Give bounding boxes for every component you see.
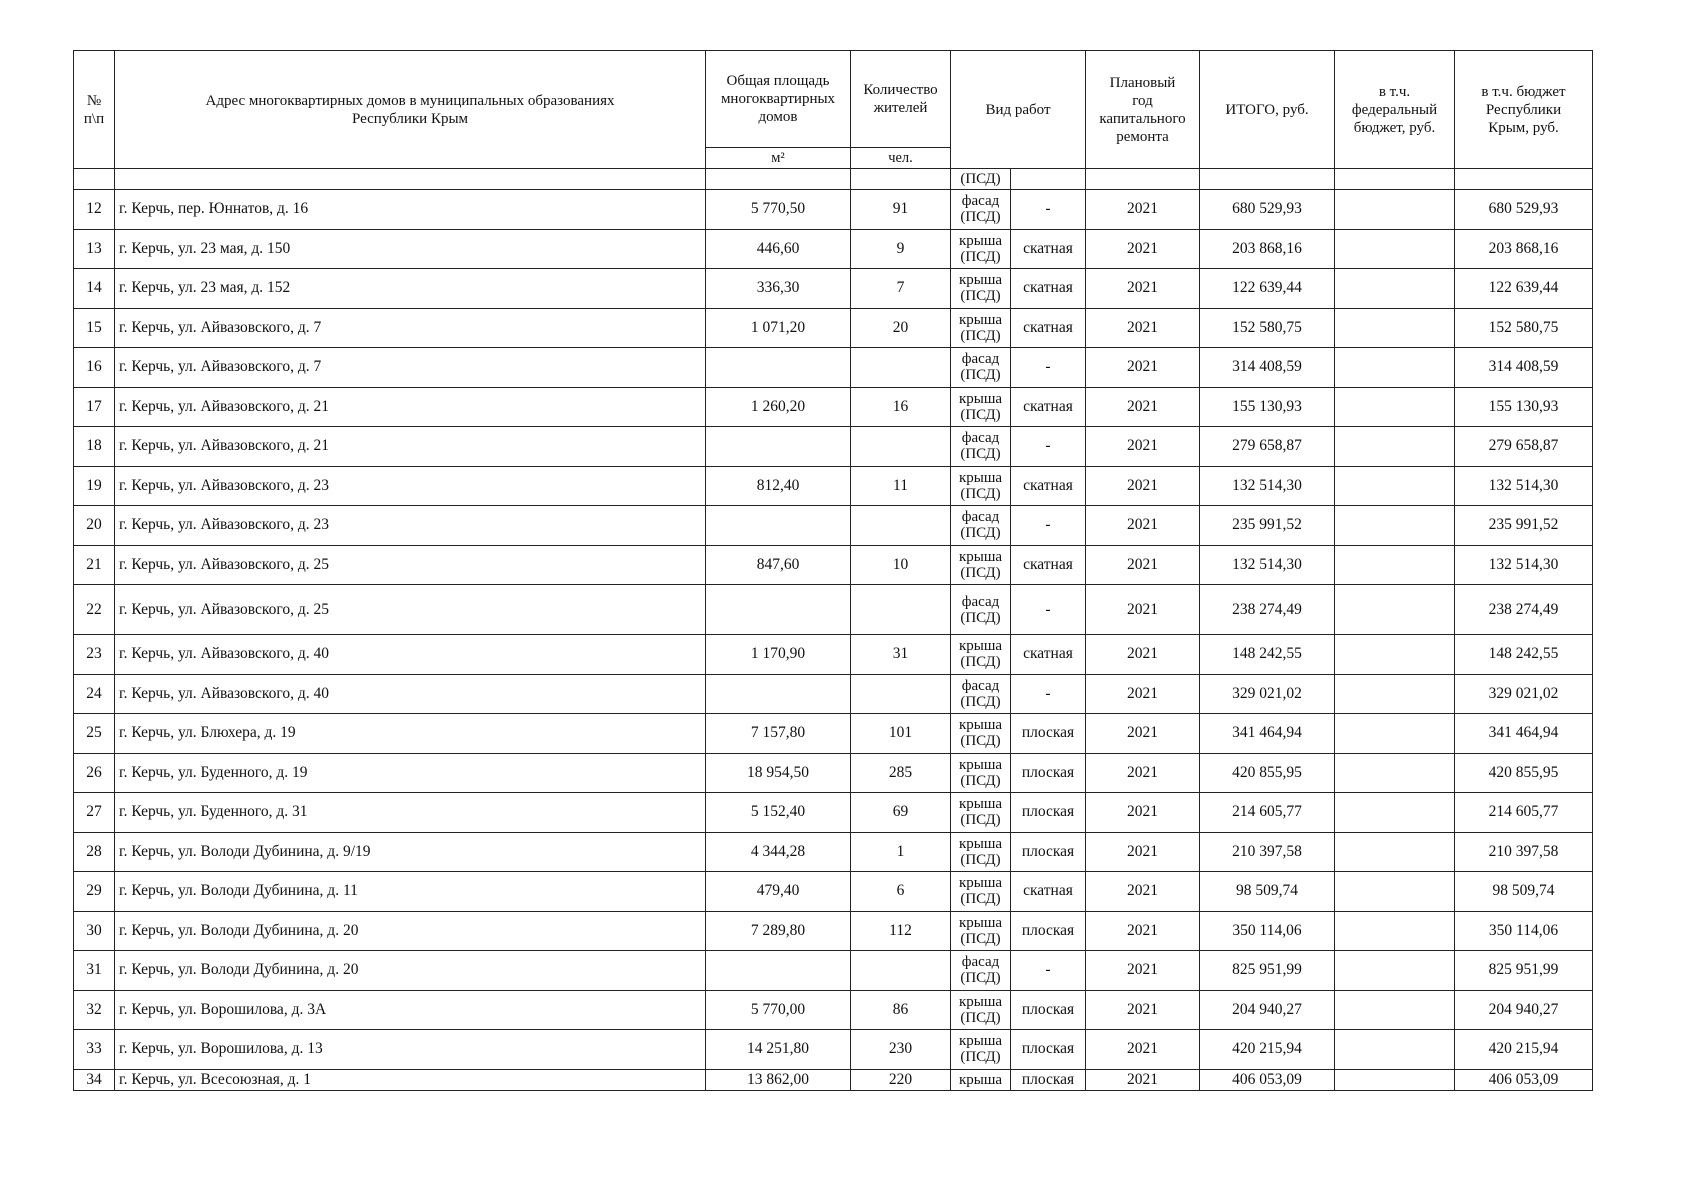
row-num: 12 bbox=[74, 190, 115, 230]
row-residents: 31 bbox=[851, 635, 951, 675]
row-num: 32 bbox=[74, 990, 115, 1030]
row-roof-type: плоская bbox=[1011, 990, 1086, 1030]
header-num: № п\п bbox=[74, 51, 115, 169]
row-total: 132 514,30 bbox=[1200, 466, 1335, 506]
row-year: 2021 bbox=[1086, 229, 1200, 269]
row-address: г. Керчь, ул. Айвазовского, д. 25 bbox=[115, 545, 706, 585]
row-crimea: 210 397,58 bbox=[1455, 832, 1593, 872]
table-row bbox=[74, 714, 1593, 754]
row-num: 33 bbox=[74, 1030, 115, 1070]
row-crimea: 132 514,30 bbox=[1455, 466, 1593, 506]
row-crimea: 329 021,02 bbox=[1455, 674, 1593, 714]
row-crimea: 406 053,09 bbox=[1455, 1069, 1593, 1090]
row-federal bbox=[1335, 714, 1455, 754]
row-area: 13 862,00 bbox=[706, 1069, 851, 1090]
row-roof-type: скатная bbox=[1011, 269, 1086, 309]
row-area: 4 344,28 bbox=[706, 832, 851, 872]
row-federal bbox=[1335, 832, 1455, 872]
row-work-type: фасад (ПСД) bbox=[951, 951, 1011, 991]
row-area: 5 770,50 bbox=[706, 190, 851, 230]
row-work-type: фасад (ПСД) bbox=[951, 674, 1011, 714]
row-federal bbox=[1335, 1069, 1455, 1090]
row-roof-type: скатная bbox=[1011, 635, 1086, 675]
row-work-type: крыша (ПСД) bbox=[951, 714, 1011, 754]
header-crimea: в т.ч. бюджет Республики Крым, руб. bbox=[1455, 51, 1593, 169]
row-area: 14 251,80 bbox=[706, 1030, 851, 1070]
row-address: г. Керчь, ул. Айвазовского, д. 23 bbox=[115, 506, 706, 546]
row-total: 420 855,95 bbox=[1200, 753, 1335, 793]
row-area: 18 954,50 bbox=[706, 753, 851, 793]
row-address: г. Керчь, пер. Юннатов, д. 16 bbox=[115, 190, 706, 230]
row-federal bbox=[1335, 427, 1455, 467]
row-crimea: 214 605,77 bbox=[1455, 793, 1593, 833]
row-total: 210 397,58 bbox=[1200, 832, 1335, 872]
row-total: 214 605,77 bbox=[1200, 793, 1335, 833]
table-row bbox=[74, 635, 1593, 675]
table-row bbox=[74, 387, 1593, 427]
row-work-type: крыша (ПСД) bbox=[951, 545, 1011, 585]
row-work-type: крыша (ПСД) bbox=[951, 753, 1011, 793]
row-work-type: крыша (ПСД) bbox=[951, 466, 1011, 506]
row-work-type: крыша (ПСД) bbox=[951, 1030, 1011, 1070]
row-total: 132 514,30 bbox=[1200, 545, 1335, 585]
row-federal bbox=[1335, 190, 1455, 230]
row-roof-type: - bbox=[1011, 951, 1086, 991]
row-federal bbox=[1335, 674, 1455, 714]
row-area: 7 157,80 bbox=[706, 714, 851, 754]
row-federal bbox=[1335, 1030, 1455, 1070]
row-crimea: 314 408,59 bbox=[1455, 348, 1593, 388]
table-row bbox=[74, 545, 1593, 585]
row-area: 5 770,00 bbox=[706, 990, 851, 1030]
row-total: 235 991,52 bbox=[1200, 506, 1335, 546]
row-area: 1 260,20 bbox=[706, 387, 851, 427]
row-federal bbox=[1335, 466, 1455, 506]
row-total: 155 130,93 bbox=[1200, 387, 1335, 427]
row-total: 341 464,94 bbox=[1200, 714, 1335, 754]
row-federal bbox=[1335, 872, 1455, 912]
row-residents: 20 bbox=[851, 308, 951, 348]
row-area: 5 152,40 bbox=[706, 793, 851, 833]
row-residents: 101 bbox=[851, 714, 951, 754]
row-num: 21 bbox=[74, 545, 115, 585]
unit-area: м² bbox=[706, 148, 851, 169]
row-total: 329 021,02 bbox=[1200, 674, 1335, 714]
row-roof-type: - bbox=[1011, 427, 1086, 467]
row-residents: 9 bbox=[851, 229, 951, 269]
row-area: 479,40 bbox=[706, 872, 851, 912]
row-crimea: 122 639,44 bbox=[1455, 269, 1593, 309]
row-year: 2021 bbox=[1086, 872, 1200, 912]
header-federal: в т.ч. федеральный бюджет, руб. bbox=[1335, 51, 1455, 169]
row-year: 2021 bbox=[1086, 545, 1200, 585]
row-crimea: 825 951,99 bbox=[1455, 951, 1593, 991]
row-federal bbox=[1335, 793, 1455, 833]
row-crimea: 350 114,06 bbox=[1455, 911, 1593, 951]
row-address: г. Керчь, ул. Айвазовского, д. 21 bbox=[115, 427, 706, 467]
row-year: 2021 bbox=[1086, 308, 1200, 348]
row-residents: 91 bbox=[851, 190, 951, 230]
header-area: Общая площадь многоквартирных домов bbox=[706, 51, 851, 148]
table-row bbox=[74, 872, 1593, 912]
row-roof-type: - bbox=[1011, 674, 1086, 714]
row-address: г. Керчь, ул. Айвазовского, д. 7 bbox=[115, 308, 706, 348]
row-year: 2021 bbox=[1086, 1030, 1200, 1070]
row-num: 24 bbox=[74, 674, 115, 714]
row-residents bbox=[851, 506, 951, 546]
row-address: г. Керчь, ул. Блюхера, д. 19 bbox=[115, 714, 706, 754]
row-year: 2021 bbox=[1086, 506, 1200, 546]
row-roof-type: - bbox=[1011, 190, 1086, 230]
row-num: 30 bbox=[74, 911, 115, 951]
header-total: ИТОГО, руб. bbox=[1200, 51, 1335, 169]
row-roof-type: скатная bbox=[1011, 466, 1086, 506]
row-residents bbox=[851, 674, 951, 714]
row-year: 2021 bbox=[1086, 427, 1200, 467]
row-work-type: фасад (ПСД) bbox=[951, 348, 1011, 388]
row-total: 122 639,44 bbox=[1200, 269, 1335, 309]
row-area bbox=[706, 951, 851, 991]
row-num: 23 bbox=[74, 635, 115, 675]
row-work-type: фасад (ПСД) bbox=[951, 427, 1011, 467]
table-row bbox=[74, 348, 1593, 388]
row-residents: 69 bbox=[851, 793, 951, 833]
table-row bbox=[74, 951, 1593, 991]
table-row bbox=[74, 911, 1593, 951]
table-row bbox=[74, 269, 1593, 309]
header-work: Вид работ bbox=[951, 51, 1086, 169]
row-crimea: 132 514,30 bbox=[1455, 545, 1593, 585]
table-row bbox=[74, 190, 1593, 230]
row-address: г. Керчь, ул. Айвазовского, д. 40 bbox=[115, 674, 706, 714]
row-residents bbox=[851, 951, 951, 991]
row-crimea: 680 529,93 bbox=[1455, 190, 1593, 230]
row-residents: 11 bbox=[851, 466, 951, 506]
row-roof-type: плоская bbox=[1011, 714, 1086, 754]
row-total: 406 053,09 bbox=[1200, 1069, 1335, 1090]
row-total: 825 951,99 bbox=[1200, 951, 1335, 991]
row-address: г. Керчь, ул. Айвазовского, д. 25 bbox=[115, 585, 706, 635]
row-residents bbox=[851, 427, 951, 467]
row-address: г. Керчь, ул. Айвазовского, д. 7 bbox=[115, 348, 706, 388]
row-area bbox=[706, 674, 851, 714]
row-federal bbox=[1335, 269, 1455, 309]
table-row bbox=[74, 585, 1593, 635]
row-crimea: 203 868,16 bbox=[1455, 229, 1593, 269]
row-area bbox=[706, 348, 851, 388]
row-area: 336,30 bbox=[706, 269, 851, 309]
row-roof-type: - bbox=[1011, 585, 1086, 635]
row-work-type: крыша (ПСД) bbox=[951, 793, 1011, 833]
row-num: 15 bbox=[74, 308, 115, 348]
row-federal bbox=[1335, 308, 1455, 348]
row-num: 28 bbox=[74, 832, 115, 872]
row-roof-type: скатная bbox=[1011, 229, 1086, 269]
row-work-type: фасад (ПСД) bbox=[951, 506, 1011, 546]
row-crimea: 98 509,74 bbox=[1455, 872, 1593, 912]
header-residents: Количество жителей bbox=[851, 51, 951, 148]
table-row bbox=[74, 229, 1593, 269]
row-total: 238 274,49 bbox=[1200, 585, 1335, 635]
row-crimea: 235 991,52 bbox=[1455, 506, 1593, 546]
row-address: г. Керчь, ул. Буденного, д. 19 bbox=[115, 753, 706, 793]
row-year: 2021 bbox=[1086, 1069, 1200, 1090]
row-work-type: крыша (ПСД) bbox=[951, 308, 1011, 348]
table-row bbox=[74, 1069, 1593, 1090]
continuation-work-type: (ПСД) bbox=[951, 169, 1011, 190]
row-num: 19 bbox=[74, 466, 115, 506]
table-row bbox=[74, 308, 1593, 348]
table-body bbox=[74, 169, 1593, 1091]
row-roof-type: - bbox=[1011, 348, 1086, 388]
row-address: г. Керчь, ул. Айвазовского, д. 21 bbox=[115, 387, 706, 427]
table-row bbox=[74, 1030, 1593, 1070]
row-roof-type: скатная bbox=[1011, 545, 1086, 585]
row-residents: 6 bbox=[851, 872, 951, 912]
row-residents: 112 bbox=[851, 911, 951, 951]
row-area: 1 170,90 bbox=[706, 635, 851, 675]
row-num: 31 bbox=[74, 951, 115, 991]
row-year: 2021 bbox=[1086, 635, 1200, 675]
row-address: г. Керчь, ул. Володи Дубинина, д. 20 bbox=[115, 951, 706, 991]
row-crimea: 155 130,93 bbox=[1455, 387, 1593, 427]
row-residents bbox=[851, 585, 951, 635]
row-total: 420 215,94 bbox=[1200, 1030, 1335, 1070]
row-address: г. Керчь, ул. Ворошилова, д. 13 bbox=[115, 1030, 706, 1070]
row-area: 7 289,80 bbox=[706, 911, 851, 951]
row-address: г. Керчь, ул. 23 мая, д. 152 bbox=[115, 269, 706, 309]
row-year: 2021 bbox=[1086, 832, 1200, 872]
table-row bbox=[74, 793, 1593, 833]
row-year: 2021 bbox=[1086, 674, 1200, 714]
row-crimea: 341 464,94 bbox=[1455, 714, 1593, 754]
table-row bbox=[74, 753, 1593, 793]
row-area: 446,60 bbox=[706, 229, 851, 269]
row-federal bbox=[1335, 585, 1455, 635]
row-crimea: 279 658,87 bbox=[1455, 427, 1593, 467]
row-num: 14 bbox=[74, 269, 115, 309]
row-address: г. Керчь, ул. Всесоюзная, д. 1 bbox=[115, 1069, 706, 1090]
row-num: 27 bbox=[74, 793, 115, 833]
row-roof-type: плоская bbox=[1011, 832, 1086, 872]
row-federal bbox=[1335, 387, 1455, 427]
row-crimea: 420 215,94 bbox=[1455, 1030, 1593, 1070]
row-year: 2021 bbox=[1086, 911, 1200, 951]
row-total: 314 408,59 bbox=[1200, 348, 1335, 388]
row-total: 152 580,75 bbox=[1200, 308, 1335, 348]
row-federal bbox=[1335, 635, 1455, 675]
row-year: 2021 bbox=[1086, 466, 1200, 506]
row-work-type: крыша bbox=[951, 1069, 1011, 1090]
unit-residents: чел. bbox=[851, 148, 951, 169]
row-total: 279 658,87 bbox=[1200, 427, 1335, 467]
row-num: 34 bbox=[74, 1069, 115, 1090]
row-roof-type: плоская bbox=[1011, 1069, 1086, 1090]
row-work-type: фасад (ПСД) bbox=[951, 190, 1011, 230]
row-total: 98 509,74 bbox=[1200, 872, 1335, 912]
row-roof-type: плоская bbox=[1011, 1030, 1086, 1070]
row-crimea: 152 580,75 bbox=[1455, 308, 1593, 348]
row-work-type: крыша (ПСД) bbox=[951, 911, 1011, 951]
row-residents: 86 bbox=[851, 990, 951, 1030]
row-year: 2021 bbox=[1086, 348, 1200, 388]
table-row bbox=[74, 466, 1593, 506]
table-row bbox=[74, 427, 1593, 467]
row-total: 148 242,55 bbox=[1200, 635, 1335, 675]
row-area bbox=[706, 427, 851, 467]
row-address: г. Керчь, ул. Айвазовского, д. 40 bbox=[115, 635, 706, 675]
row-num: 17 bbox=[74, 387, 115, 427]
row-num: 26 bbox=[74, 753, 115, 793]
table-row bbox=[74, 674, 1593, 714]
header-address: Адрес многоквартирных домов в муниципальных образованиях Республики Крым bbox=[115, 51, 706, 169]
continuation-row bbox=[74, 169, 1593, 190]
row-residents: 7 bbox=[851, 269, 951, 309]
row-roof-type: скатная bbox=[1011, 308, 1086, 348]
row-area bbox=[706, 585, 851, 635]
row-address: г. Керчь, ул. Ворошилова, д. 3А bbox=[115, 990, 706, 1030]
row-crimea: 204 940,27 bbox=[1455, 990, 1593, 1030]
row-address: г. Керчь, ул. Володи Дубинина, д. 9/19 bbox=[115, 832, 706, 872]
row-year: 2021 bbox=[1086, 753, 1200, 793]
row-num: 25 bbox=[74, 714, 115, 754]
capital-repair-table bbox=[73, 50, 1593, 1091]
row-federal bbox=[1335, 348, 1455, 388]
row-federal bbox=[1335, 911, 1455, 951]
row-year: 2021 bbox=[1086, 714, 1200, 754]
row-federal bbox=[1335, 229, 1455, 269]
row-roof-type: скатная bbox=[1011, 872, 1086, 912]
row-residents: 10 bbox=[851, 545, 951, 585]
row-crimea: 148 242,55 bbox=[1455, 635, 1593, 675]
row-residents: 285 bbox=[851, 753, 951, 793]
row-total: 680 529,93 bbox=[1200, 190, 1335, 230]
row-num: 18 bbox=[74, 427, 115, 467]
row-num: 22 bbox=[74, 585, 115, 635]
row-year: 2021 bbox=[1086, 990, 1200, 1030]
row-num: 20 bbox=[74, 506, 115, 546]
row-crimea: 238 274,49 bbox=[1455, 585, 1593, 635]
row-work-type: крыша (ПСД) bbox=[951, 269, 1011, 309]
row-area: 847,60 bbox=[706, 545, 851, 585]
row-roof-type: плоская bbox=[1011, 911, 1086, 951]
table-row bbox=[74, 506, 1593, 546]
table-row bbox=[74, 990, 1593, 1030]
row-work-type: крыша (ПСД) bbox=[951, 990, 1011, 1030]
row-work-type: крыша (ПСД) bbox=[951, 229, 1011, 269]
row-area bbox=[706, 506, 851, 546]
row-federal bbox=[1335, 545, 1455, 585]
header-year: Плановый год капитального ремонта bbox=[1086, 51, 1200, 169]
row-address: г. Керчь, ул. Володи Дубинина, д. 11 bbox=[115, 872, 706, 912]
row-year: 2021 bbox=[1086, 190, 1200, 230]
row-residents: 16 bbox=[851, 387, 951, 427]
row-federal bbox=[1335, 990, 1455, 1030]
row-area: 812,40 bbox=[706, 466, 851, 506]
row-year: 2021 bbox=[1086, 585, 1200, 635]
row-federal bbox=[1335, 951, 1455, 991]
row-crimea: 420 855,95 bbox=[1455, 753, 1593, 793]
row-year: 2021 bbox=[1086, 387, 1200, 427]
row-work-type: крыша (ПСД) bbox=[951, 387, 1011, 427]
row-residents: 220 bbox=[851, 1069, 951, 1090]
row-federal bbox=[1335, 753, 1455, 793]
row-work-type: крыша (ПСД) bbox=[951, 872, 1011, 912]
row-address: г. Керчь, ул. Буденного, д. 31 bbox=[115, 793, 706, 833]
row-num: 13 bbox=[74, 229, 115, 269]
row-residents: 230 bbox=[851, 1030, 951, 1070]
row-total: 204 940,27 bbox=[1200, 990, 1335, 1030]
row-address: г. Керчь, ул. 23 мая, д. 150 bbox=[115, 229, 706, 269]
row-year: 2021 bbox=[1086, 951, 1200, 991]
row-roof-type: плоская bbox=[1011, 753, 1086, 793]
row-work-type: крыша (ПСД) bbox=[951, 832, 1011, 872]
row-total: 350 114,06 bbox=[1200, 911, 1335, 951]
row-work-type: крыша (ПСД) bbox=[951, 635, 1011, 675]
row-total: 203 868,16 bbox=[1200, 229, 1335, 269]
row-roof-type: скатная bbox=[1011, 387, 1086, 427]
row-year: 2021 bbox=[1086, 269, 1200, 309]
row-work-type: фасад (ПСД) bbox=[951, 585, 1011, 635]
row-num: 29 bbox=[74, 872, 115, 912]
row-address: г. Керчь, ул. Володи Дубинина, д. 20 bbox=[115, 911, 706, 951]
row-residents bbox=[851, 348, 951, 388]
table-row bbox=[74, 832, 1593, 872]
row-roof-type: - bbox=[1011, 506, 1086, 546]
row-num: 16 bbox=[74, 348, 115, 388]
row-residents: 1 bbox=[851, 832, 951, 872]
row-area: 1 071,20 bbox=[706, 308, 851, 348]
row-year: 2021 bbox=[1086, 793, 1200, 833]
row-roof-type: плоская bbox=[1011, 793, 1086, 833]
row-federal bbox=[1335, 506, 1455, 546]
row-address: г. Керчь, ул. Айвазовского, д. 23 bbox=[115, 466, 706, 506]
